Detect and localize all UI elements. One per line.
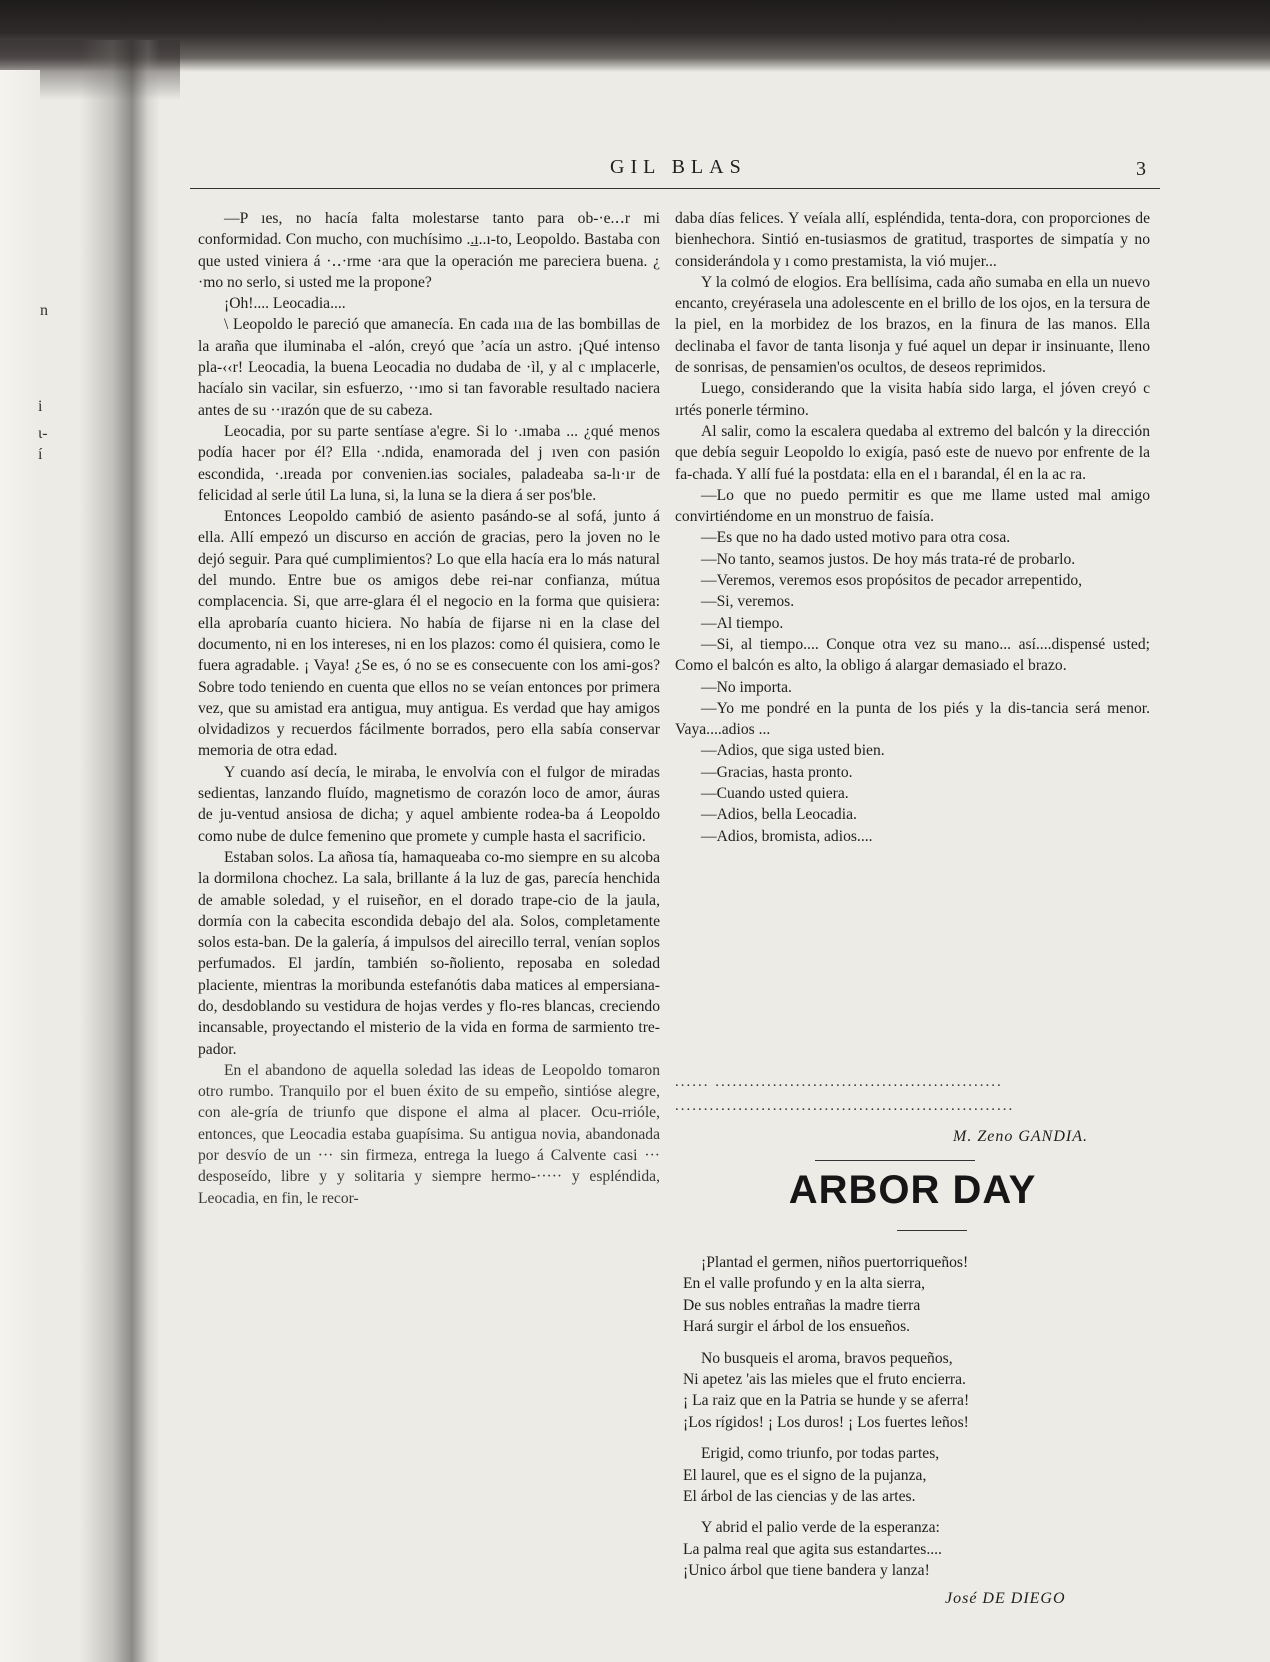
margin-mark-4: í [38, 446, 43, 463]
poem-line: ¡ La raiz que en la Patria se hunde y se aferra! [683, 1392, 970, 1410]
paragraph: Estaban solos. La añosa tía, hamaqueaba co-mo siempre en su alcoba la dormilona chochez. La sala, brillante á la luz de gas, parecía henchida de amable soledad, y el ruiseñor, en el dorado trape-cio de la jaula, dormía con la cabecita escondida debajo del ala. Solos, completamente solos esta-ban. De la galería, á impulsos del airecillo terral, venían soplos perfumados. El jardín, también so-ñoliento, reposaba en soledad placiente, mientras la moribunda estefanótis daba matices al empersiana-do, desdoblando su vestidura de hojas verdes y flo-res blancas, creciendo incansable, proyectando el misterio de la vida en forma de sarmiento tre-pador. [198, 848, 660, 1058]
dialogue-line: —Adios, bella Leocadia. [701, 806, 857, 824]
left-column [198, 208, 660, 1209]
poem-stanza [683, 1443, 1153, 1507]
paragraph: —P ıes, no hacía falta molestarse tanto para ob-·e.‥r mi conformidad. Con mucho, con muchísimo ..̲ı..ı-to, Leopoldo. Bastaba con que usted viniera á ·‥·rme ·ara que la operación me pareciera buena. ¿ ·mo no serlo, si usted me la propone? [198, 210, 660, 291]
poem-line: Ni apetez 'ais las mieles que el fruto encierra. [683, 1371, 966, 1389]
dialogue-line: —Yo me pondré en la punta de los piés y la dis-tancia será menor. Vaya....adios ... [675, 699, 1150, 739]
dialogue-line: —Veremos, veremos esos propósitos de pecador arrepentido, [701, 572, 1083, 590]
poem-line: Y abrid el palio verde de la esperanza: [701, 1519, 940, 1537]
poem-stanza [683, 1348, 1153, 1434]
poem-line: El laurel, que es el signo de la pujanza, [683, 1466, 927, 1484]
paragraph: Luego, considerando que la visita había sido larga, el jóven creyó c ırtés ponerle término. [675, 380, 1150, 419]
dialogue-line: —No importa. [701, 678, 792, 696]
dialogue-line: —Al tiempo. [701, 614, 784, 632]
binding-shadow [80, 40, 160, 1662]
poem-line: Hará surgir el árbol de los ensueños. [683, 1318, 911, 1336]
story-signature: M. Zeno GANDIA. [953, 1128, 1088, 1145]
dialogue-line: —Gracias, hasta pronto. [701, 763, 853, 781]
poem-line: De sus nobles entrañas la madre tierra [683, 1296, 921, 1314]
poem-stanza [683, 1252, 1153, 1338]
margin-mark-3: ι- [38, 425, 48, 442]
paragraph: daba días felices. Y veíala allí, espléndida, tenta-dora, con proporciones de bienhechora. Sintió en-tusiasmos de gratitud, trasportes de simpatía y no considerándola y ı como prestamista, la vió mujer... [675, 210, 1150, 270]
paragraph: Y cuando así decía, le miraba, le envolvía con el fulgor de miradas sedientas, lanzando fluído, magnetismo de corazón loco de amor, áuras de ju-ventud ansiosa de dicha; y aquel ambiente rodea-ba á Leopoldo como nube de dulce femenino que promete y cumple hasta el sacrificio. [198, 763, 660, 845]
page-header [130, 150, 1160, 190]
dialogue-line: —Adios, bromista, adios.... [701, 827, 873, 845]
section-rule [815, 1160, 975, 1161]
dotted-separator: ...... .................................................. [675, 1074, 1003, 1090]
poem-line: ¡Los rígidos! ¡ Los duros! ¡ Los fuertes leños! [683, 1413, 969, 1431]
poem-line: En el valle profundo y en la alta sierra, [683, 1275, 926, 1293]
dotted-separator: ........................................................... [675, 1098, 1015, 1114]
poem-line: ¡Unico árbol que tiene bandera y lanza! [683, 1562, 930, 1580]
margin-mark-2: i [38, 398, 43, 415]
paragraph: ¡Oh!.... Leocadia.... [224, 295, 346, 313]
title-rule [897, 1230, 967, 1231]
paragraph: Entonces Leopoldo cambió de asiento pasándo-se al sofá, junto á ella. Allí empezó un discurso en acción de gracias, pero la joven no le dejó seguir. Para qué cumplimientos? Lo que ella hacía era lo más natural del mundo. Entre bue os amigos debe rei-nar confianza, mútua complacencia. Si, que arre-glara él el negocio en la forma que quisiera: ella aprobaría cuanto hiciera. No había de fijarse ni en la clase del documento, ni en los intereses, ni en los plazos: como él quisiera, como le fuera agradable. ¡ Vaya! ¿Se es, ó no se es consecuente con los ami-gos? Sobre todo teniendo en cuenta que ellos no se veían entonces por primera vez, que su amistad era antigua, muy antigua. Es verdad que hay amigos olvidadizos y recuerdos fácilmente borrados, pero ella sabía conservar memoria de otra edad. [198, 508, 660, 760]
poem-line: ¡Plantad el germen, niños puertorriqueños! [701, 1254, 969, 1271]
poem-signature: José DE DIEGO [945, 1590, 1066, 1607]
paragraph: En el abandono de aquella soledad las ideas de Leopoldo tomaron otro rumbo. Tranquilo por el buen éxito de su empeño, sintióse alegre, con ale-gría de triunfo que dispone el alma al placer. Ocu-rrióle, entonces, que Leocadia estaba guapísima. Su antigua novia, abandonada por desvío de un ··· sin firmeza, entrega la luego á Calvente casi ··· desposeído, libre y y solitaria y siempre hermo-····· y espléndida, Leocadia, en fin, le recor- [198, 1061, 660, 1207]
dialogue-line: —No tanto, seamos justos. De hoy más trata-ré de probarlo. [701, 550, 1076, 568]
article-title: ARBOR DAY [788, 1168, 1037, 1212]
dialogue-line: —Adios, que siga usted bien. [701, 742, 885, 760]
paragraph: \ Leopoldo le pareció que amanecía. En cada ıııa de las bombillas de la araña que iluminaba el -alón, creyó que ʼacía un astro. ¡Qué intenso pla-‹‹r! Leocadia, la buena Leocadia no dudaba de ·ìl, y al c ımplacerle, hacíalo sin vacilar, sin esfuerzo, ··ımo si tan favorable resultado naciera antes de su ··ırazón que de su cabeza. [198, 316, 660, 419]
dialogue-line: —Si, al tiempo.... Conque otra vez su mano... así....dispensé usted; Como el balcón es alto, la obligo á alargar demasiado el brazo. [675, 635, 1150, 675]
poem-line: El árbol de las ciencias y de las artes. [683, 1488, 916, 1506]
poem-line: La palma real que agita sus estandartes.... [683, 1540, 942, 1558]
header-rule [190, 188, 1160, 189]
poem [683, 1252, 1153, 1592]
publication-title: GIL BLAS [610, 156, 747, 178]
facing-page-edge [0, 70, 43, 1662]
paragraph: Y la colmó de elogios. Era bellísima, cada año sumaba en ella un nuevo encanto, creyérasela una adolescente en el brillo de los ojos, en la tersura de la piel, en la morbidez de los brazos, en la finura de las manos. Ella declinaba el favor de tanta lisonja y fué aquel un depar ir insinuante, lleno de sonrisas, de pensamien'os ocultos, de deseos reprimidos. [675, 273, 1150, 377]
paragraph: Leocadia, por su parte sentíase a'egre. Si lo ·.ımaba ... ¿qué menos podía hacer por él? Ella ·.ndida, enamorada del j ıven con pasión escondida, ·.ıreada por convenien.ias sociales, paladeaba sa-lı·ır de felicidad al serle útil La luna, si, la luna se la diera á ser pos'ble. [198, 422, 660, 504]
poem-stanza [683, 1517, 1153, 1581]
paragraph: Al salir, como la escalera quedaba al extremo del balcón y la dirección que debía seguir Leopoldo lo exigía, pasó este de nuevo por enfrente de la fa-chada. Y allí fué la postdata: ella en el ı barandal, él en la ac ra. [675, 422, 1150, 483]
dialogue-line: —Cuando usted quiera. [701, 785, 849, 803]
right-column [675, 208, 1150, 847]
dialogue-line: —Lo que no puedo permitir es que me llame usted mal amigo convirtiéndome en un monstruo de faisía. [675, 486, 1150, 526]
scan-top-shadow [0, 0, 1270, 72]
dialogue-line: —Si, veremos. [701, 593, 795, 611]
dialogue-line: —Es que no ha dado usted motivo para otra cosa. [701, 529, 1011, 547]
margin-mark-1: n [40, 302, 48, 319]
page-number: 3 [1136, 158, 1146, 180]
poem-line: No busqueis el aroma, bravos pequeños, [701, 1349, 953, 1367]
poem-line: Erigid, como triunfo, por todas partes, [701, 1445, 940, 1463]
